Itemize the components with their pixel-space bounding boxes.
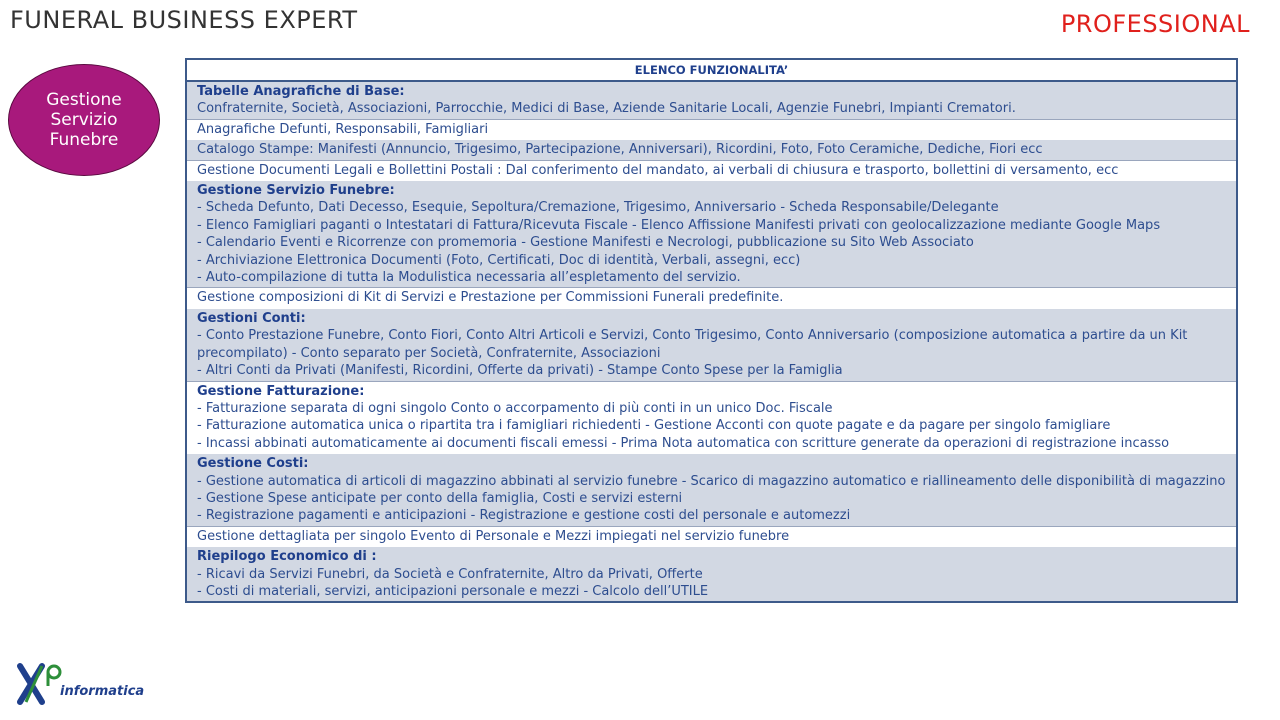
section-badge: Gestione Servizio Funebre [8, 64, 160, 176]
feature-cell [186, 381, 1237, 454]
feature-cell [186, 140, 1237, 160]
page-title: FUNERAL BUSINESS EXPERT [10, 6, 358, 34]
feature-line: - Fatturazione automatica unica o ripartita tra i famigliari richiedenti - Gestione Acconti con quote pagate e da pagare per singolo famigliare [197, 418, 1111, 434]
feature-title: Gestione Servizio Funebre: [197, 183, 395, 199]
feature-line: - Ricavi da Servizi Funebri, da Società e Confraternite, Altro da Privati, Offerte [197, 566, 703, 582]
feature-line: Gestione Documenti Legali e Bollettini Postali : Dal conferimento del mandato, ai verbali di chiusura e trasporto, bollettini di versamento, ecc [197, 162, 1119, 178]
feature-line: Gestione composizioni di Kit di Servizi e Prestazione per Commissioni Funerali predefinite. [197, 290, 784, 306]
feature-cell [186, 181, 1237, 288]
features-table [185, 58, 1238, 603]
feature-line: - Elenco Famigliari paganti o Intestatari di Fattura/Ricevuta Fiscale - Elenco Affissione Manifesti privati con geolocalizzazione mediante Google Maps [197, 217, 1161, 233]
feature-cell [186, 160, 1237, 180]
table-row [186, 454, 1237, 527]
table-row [186, 160, 1237, 180]
feature-line: - Altri Conti da Privati (Manifesti, Ricordini, Offerte da privati) - Stampe Conto Spese per la Famiglia [197, 363, 843, 379]
table-row [186, 119, 1237, 139]
logo-text: informatica [60, 684, 145, 699]
feature-line: - Archiviazione Elettronica Documenti (Foto, Certificati, Doc di identità, Verbali, assegni, ecc) [197, 252, 801, 268]
feature-line: - Costi di materiali, servizi, anticipazioni personale e mezzi - Calcolo dell’UTILE [197, 583, 709, 599]
table-row [186, 81, 1237, 119]
feature-line: Catalogo Stampe: Manifesti (Annuncio, Trigesimo, Partecipazione, Anniversari), Ricordini, Foto, Foto Ceramiche, Dediche, Fiori ecc [197, 142, 1043, 158]
feature-cell [186, 547, 1237, 603]
table-row [186, 381, 1237, 454]
feature-line: - Incassi abbinati automaticamente ai documenti fiscali emessi - Prima Nota automatica con scritture generate da operazioni di registrazione incasso [197, 435, 1170, 451]
feature-title: Gestione Fatturazione: [197, 383, 365, 399]
feature-line: Confraternite, Società, Associazioni, Parrocchie, Medici di Base, Aziende Sanitarie Locali, Agenzie Funebri, Impianti Crematori. [197, 101, 1016, 117]
feature-line: - Calendario Eventi e Ricorrenze con promemoria - Gestione Manifesti e Necrologi, pubblicazione su Sito Web Associato [197, 235, 974, 251]
edition-label: PROFESSIONAL [1060, 10, 1250, 38]
feature-line: - Auto-compilazione di tutta la Modulistica necessaria all’espletamento del servizio. [197, 270, 741, 286]
feature-cell [186, 81, 1237, 119]
feature-title: Gestione Costi: [197, 456, 309, 472]
feature-line: Anagrafiche Defunti, Responsabili, Famigliari [197, 121, 489, 137]
feature-title: Tabelle Anagrafiche di Base: [197, 84, 405, 99]
table-row [186, 288, 1237, 308]
feature-cell [186, 526, 1237, 546]
feature-line: - Registrazione pagamenti e anticipazioni - Registrazione e gestione costi del personale e automezzi [197, 508, 851, 524]
company-logo [16, 662, 145, 710]
feature-cell [186, 308, 1237, 381]
table-row [186, 181, 1237, 288]
table-row [186, 140, 1237, 160]
feature-line: - Fatturazione separata di ogni singolo Conto o accorpamento di più conti in un unico Doc. Fiscale [197, 400, 833, 416]
table-row [186, 526, 1237, 546]
feature-cell [186, 288, 1237, 308]
feature-line: - Conto Prestazione Funebre, Conto Fiori, Conto Altri Articoli e Servizi, Conto Trigesimo, Conto Anniversario (composizione automatica a partire da un Kit precompilato) - Conto separato per Società, Confraternite, Associazioni [197, 328, 1188, 361]
feature-title: Riepilogo Economico di : [197, 549, 377, 565]
table-header: ELENCO FUNZIONALITA’ [186, 59, 1237, 81]
feature-cell [186, 454, 1237, 527]
feature-line: - Gestione automatica di articoli di magazzino abbinati al servizio funebre - Scarico di magazzino automatico e riallineamento delle disponibilità di magazzino - Gestione Spese anticipate per conto della famiglia, Costi e servizi esterni [197, 473, 1226, 506]
table-row [186, 308, 1237, 381]
feature-line: - Scheda Defunto, Dati Decesso, Esequie, Sepoltura/Cremazione, Trigesimo, Anniversario - Scheda Responsabile/Delegante [197, 200, 999, 216]
feature-line: Gestione dettagliata per singolo Evento di Personale e Mezzi impiegati nel servizio funebre [197, 528, 790, 544]
feature-cell [186, 119, 1237, 139]
table-row [186, 547, 1237, 603]
feature-title: Gestioni Conti: [197, 310, 306, 326]
